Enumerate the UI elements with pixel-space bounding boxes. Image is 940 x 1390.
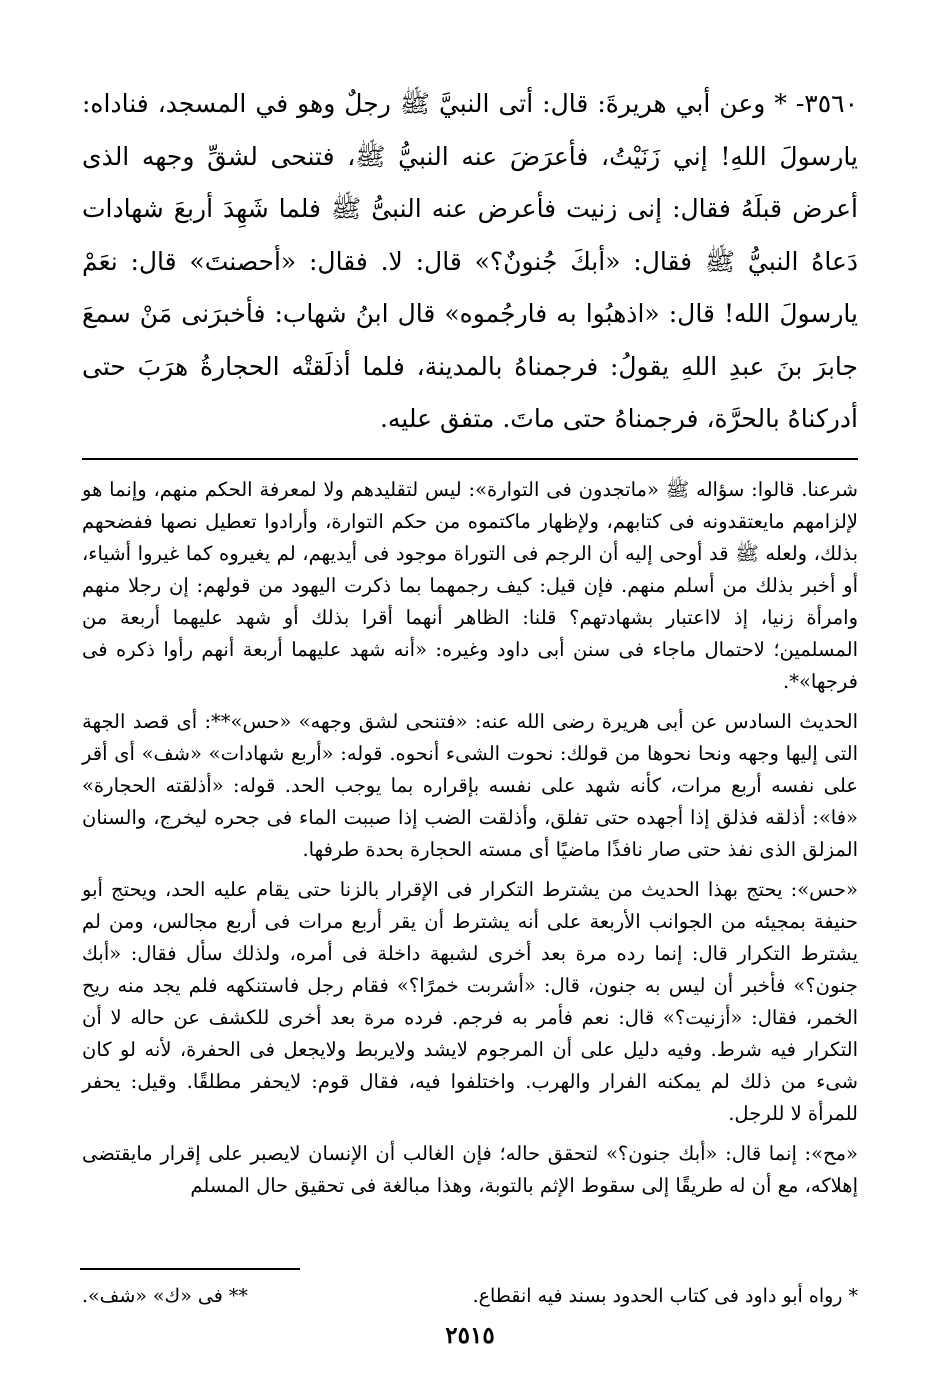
commentary-paragraph: «مح»: إنما قال: «أبك جنون؟» لتحقق حاله؛ فإن الغالب أن الإنسان لايصبر على إقرار مايقتضى إهلاكه، مع أن له طريقًا إلى سقوط الإثم بالتوبة، وهذا مبالغة فى تحقيق حال المسلم — [82, 1142, 858, 1197]
footnote-first: * رواه أبو داود فى كتاب الحدود بسند فيه انقطاع. — [472, 1285, 858, 1307]
commentary-paragraph: شرعنا. قالوا: سؤاله ﷺ «ماتجدون فى التوارة»: ليس لتقليدهم ولا لمعرفة الحكم منهم، وإنما هو لإلزامهم مايعتقدونه فى كتابهم، ولإظهار ماكتموه من حكم التوارة، وأرادوا تعطيل نصها ففضحهم بذلك، ولعله ﷺ قد أوحى إليه أن الرجم فى التوراة موجود فى أيديهم، لم يغيروه كما غيروا أشياء، أو أخبر بذلك من أسلم منهم. فإن قيل: كيف رجمهما بما ذكرت اليهود من قولهم: إن رجلا منهم وامرأة زنيا، إذ لااعتبار بشهادتهم؟ قلنا: الظاهر أنهما أقرا بذلك أو شهد عليهما أربعة من المسلمين؛ لاحتمال ماجاء فى سنن أبى داود وغيره: «أنه شهد عليهما أربعة أنهم رأوا ذكره فى فرجها»*. — [82, 478, 858, 693]
footnote-divider — [80, 1268, 300, 1270]
commentary-paragraph: «حس»: يحتج بهذا الحديث من يشترط التكرار فى الإقرار بالزنا حتى يقام عليه الحد، ويحتج أبو حنيفة بمجيئه من الجوانب الأربعة على أنه يشترط أن يقر أربع مرات فى أربع مجالس، ومن لم يشترط التكرار قال: إنما رده مرة بعد أخرى لشبهة داخلة فى أمره، ولذلك سأل فقال: «أبك جنون؟» فأخبر أن ليس به جنون، قال: «أشربت خمرًا؟» فقام رجل فاستنكهه فلم يجد منه ريح الخمر، فقال: «أزنيت؟» قال: نعم فأمر به فرجم. فرده مرة بعد أخرى للكشف عن حاله لا أن التكرار فيه شرط. وفيه دليل على أن المرجوم لايشد ولايربط ولايجعل فى الحفرة، لأنه لو كان شىء من ذلك لم يمكنه الفرار والهرب. واختلفوا فيه، فقال قوم: لايحفر مطلقًا. وقيل: يحفر للمرأة لا للرجل. — [82, 878, 859, 1125]
section-divider — [82, 458, 858, 460]
commentary-paragraph: الحديث السادس عن أبى هريرة رضى الله عنه: «فتنحى لشق وجهه» «حس»**: أى قصد الجهة التى إليها وجهه ونحا نحوها من قولك: نحوت الشىء أنحوه. قوله: «أربع شهادات» «شف» أى أقر على نفسه أربع مرات، كأنه شهد على نفسه بإقراره بما يوجب الحد. قوله: «أذلقته الحجارة» «فا»: أذلقه فذلق إذا أجهده حتى تفلق، وأذلقت الضب إذا صببت الماء فى جحره ليخرج، والسنان المزلق الذى نفذ حتى صار نافذًا ماضيًا أى مسته الحجارة بحدة طرفها. — [82, 710, 858, 861]
page-number: ٢٥١٥ — [445, 1322, 495, 1349]
commentary-section — [82, 474, 858, 1202]
footnotes — [82, 1285, 858, 1307]
footnote-second: ** فى «ك» «شف». — [82, 1285, 248, 1307]
hadith-text: ٣٥٦٠- * وعن أبي هريرةَ: قال: أتى النبيَّ ﷺ رجلٌ وهو في المسجد، فناداه: يارسولَ اللهِ! إني زَنَيْتُ، فأعرَضَ عنه النبيُّ ﷺ، فتنحى لشقِّ وجهه الذى أعرض قبلَهُ فقال: إنى زنيت فأعرض عنه النبىُّ ﷺ فلما شَهِدَ أربعَ شهادات دَعاهُ النبيُّ ﷺ فقال: «أبكَ جُنونٌ؟» قال: لا. فقال: «أحصنتَ» قال: نعَمْ يارسولَ الله! قال: «اذهبُوا به فارجُموه» قال ابنُ شهاب: فأخبرَنى مَنْ سمعَ جابرَ بنَ عبدِ اللهِ يقولُ: فرجمناهُ بالمدينة، فلما أذلَقتْه الحجارةُ هرَبَ حتى أدركناهُ بالحرَّة، فرجمناهُ حتى ماتَ. متفق عليه. — [82, 89, 858, 433]
